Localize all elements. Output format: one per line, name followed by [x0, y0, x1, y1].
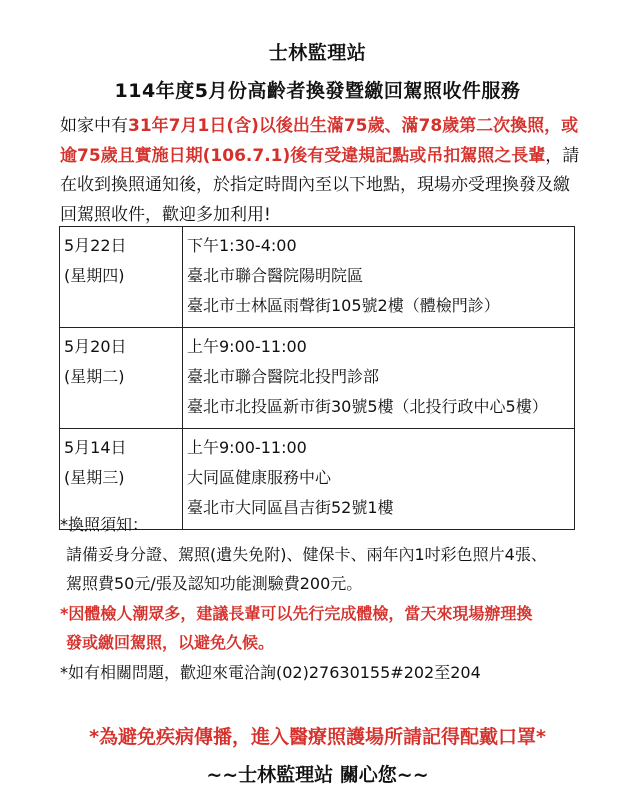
detail-cell — [183, 227, 575, 328]
place-text: 臺北市聯合醫院北投門診部 — [187, 367, 380, 386]
table-row — [60, 227, 575, 328]
weekday-text: (星期二) — [64, 367, 125, 386]
table-row — [60, 328, 575, 429]
weekday-text: (星期四) — [64, 266, 125, 285]
warning-line-1: *因體檢人潮眾多，建議長輩可以先行完成體檢，當天來現場辦理換 — [60, 603, 533, 623]
notes-line-1: 請備妥身分證、駕照(遺失免附)、健保卡、兩年內1吋彩色照片4張、 — [66, 544, 547, 564]
intro-suffix: ，請在收到換照通知後，於指定時間內至以下地點，現場亦受理換發及繳回駕照收件，歡迎多加利用! — [60, 145, 580, 225]
page-title: 士林監理站 — [268, 42, 367, 64]
mask-notice: *為避免疾病傳播，進入醫療照護場所請記得配戴口罩* — [89, 726, 546, 748]
notes-heading: *換照須知： — [60, 515, 149, 534]
notes-line-2: 駕照費50元/張及認知功能測驗費200元。 — [66, 574, 363, 593]
weekday-text: (星期三) — [64, 468, 125, 487]
intro-highlight: 31年7月1日(含)以後出生滿75歲、滿78歲第二次換照，或逾75歲且實施日期(106.7.1)後有受違規記點或吊扣駕照之長輩 — [60, 116, 579, 166]
page-subtitle: 114年度5月份高齡者換發暨繳回駕照收件服務 — [114, 80, 521, 102]
date-text: 5月14日 — [64, 438, 127, 457]
schedule-table — [59, 226, 575, 530]
warning-line-2: 發或繳回駕照，以避免久候。 — [66, 633, 275, 652]
notes-section — [60, 510, 590, 687]
date-cell — [60, 328, 183, 429]
time-text: 上午9:00-11:00 — [187, 337, 307, 356]
address-text: 臺北市士林區雨聲街105號2樓（體檢門診） — [187, 296, 500, 315]
address-text: 臺北市北投區新市街30號5樓（北投行政中心5樓） — [187, 397, 548, 416]
date-text: 5月22日 — [64, 236, 127, 255]
signoff: ~~士林監理站 關心您~~ — [206, 764, 429, 786]
intro-paragraph — [60, 112, 580, 230]
contact-line: *如有相關問題，歡迎來電洽詢(02)27630155#202至204 — [60, 662, 481, 682]
intro-prefix: 如家中有 — [60, 116, 128, 136]
time-text: 下午1:30-4:00 — [187, 236, 297, 255]
place-text: 臺北市聯合醫院陽明院區 — [187, 266, 364, 285]
time-text: 上午9:00-11:00 — [187, 438, 307, 457]
date-cell — [60, 227, 183, 328]
date-text: 5月20日 — [64, 337, 127, 356]
address-text: 臺北市大同區昌吉街52號1樓 — [187, 498, 394, 517]
place-text: 大同區健康服務中心 — [187, 468, 332, 487]
detail-cell — [183, 328, 575, 429]
